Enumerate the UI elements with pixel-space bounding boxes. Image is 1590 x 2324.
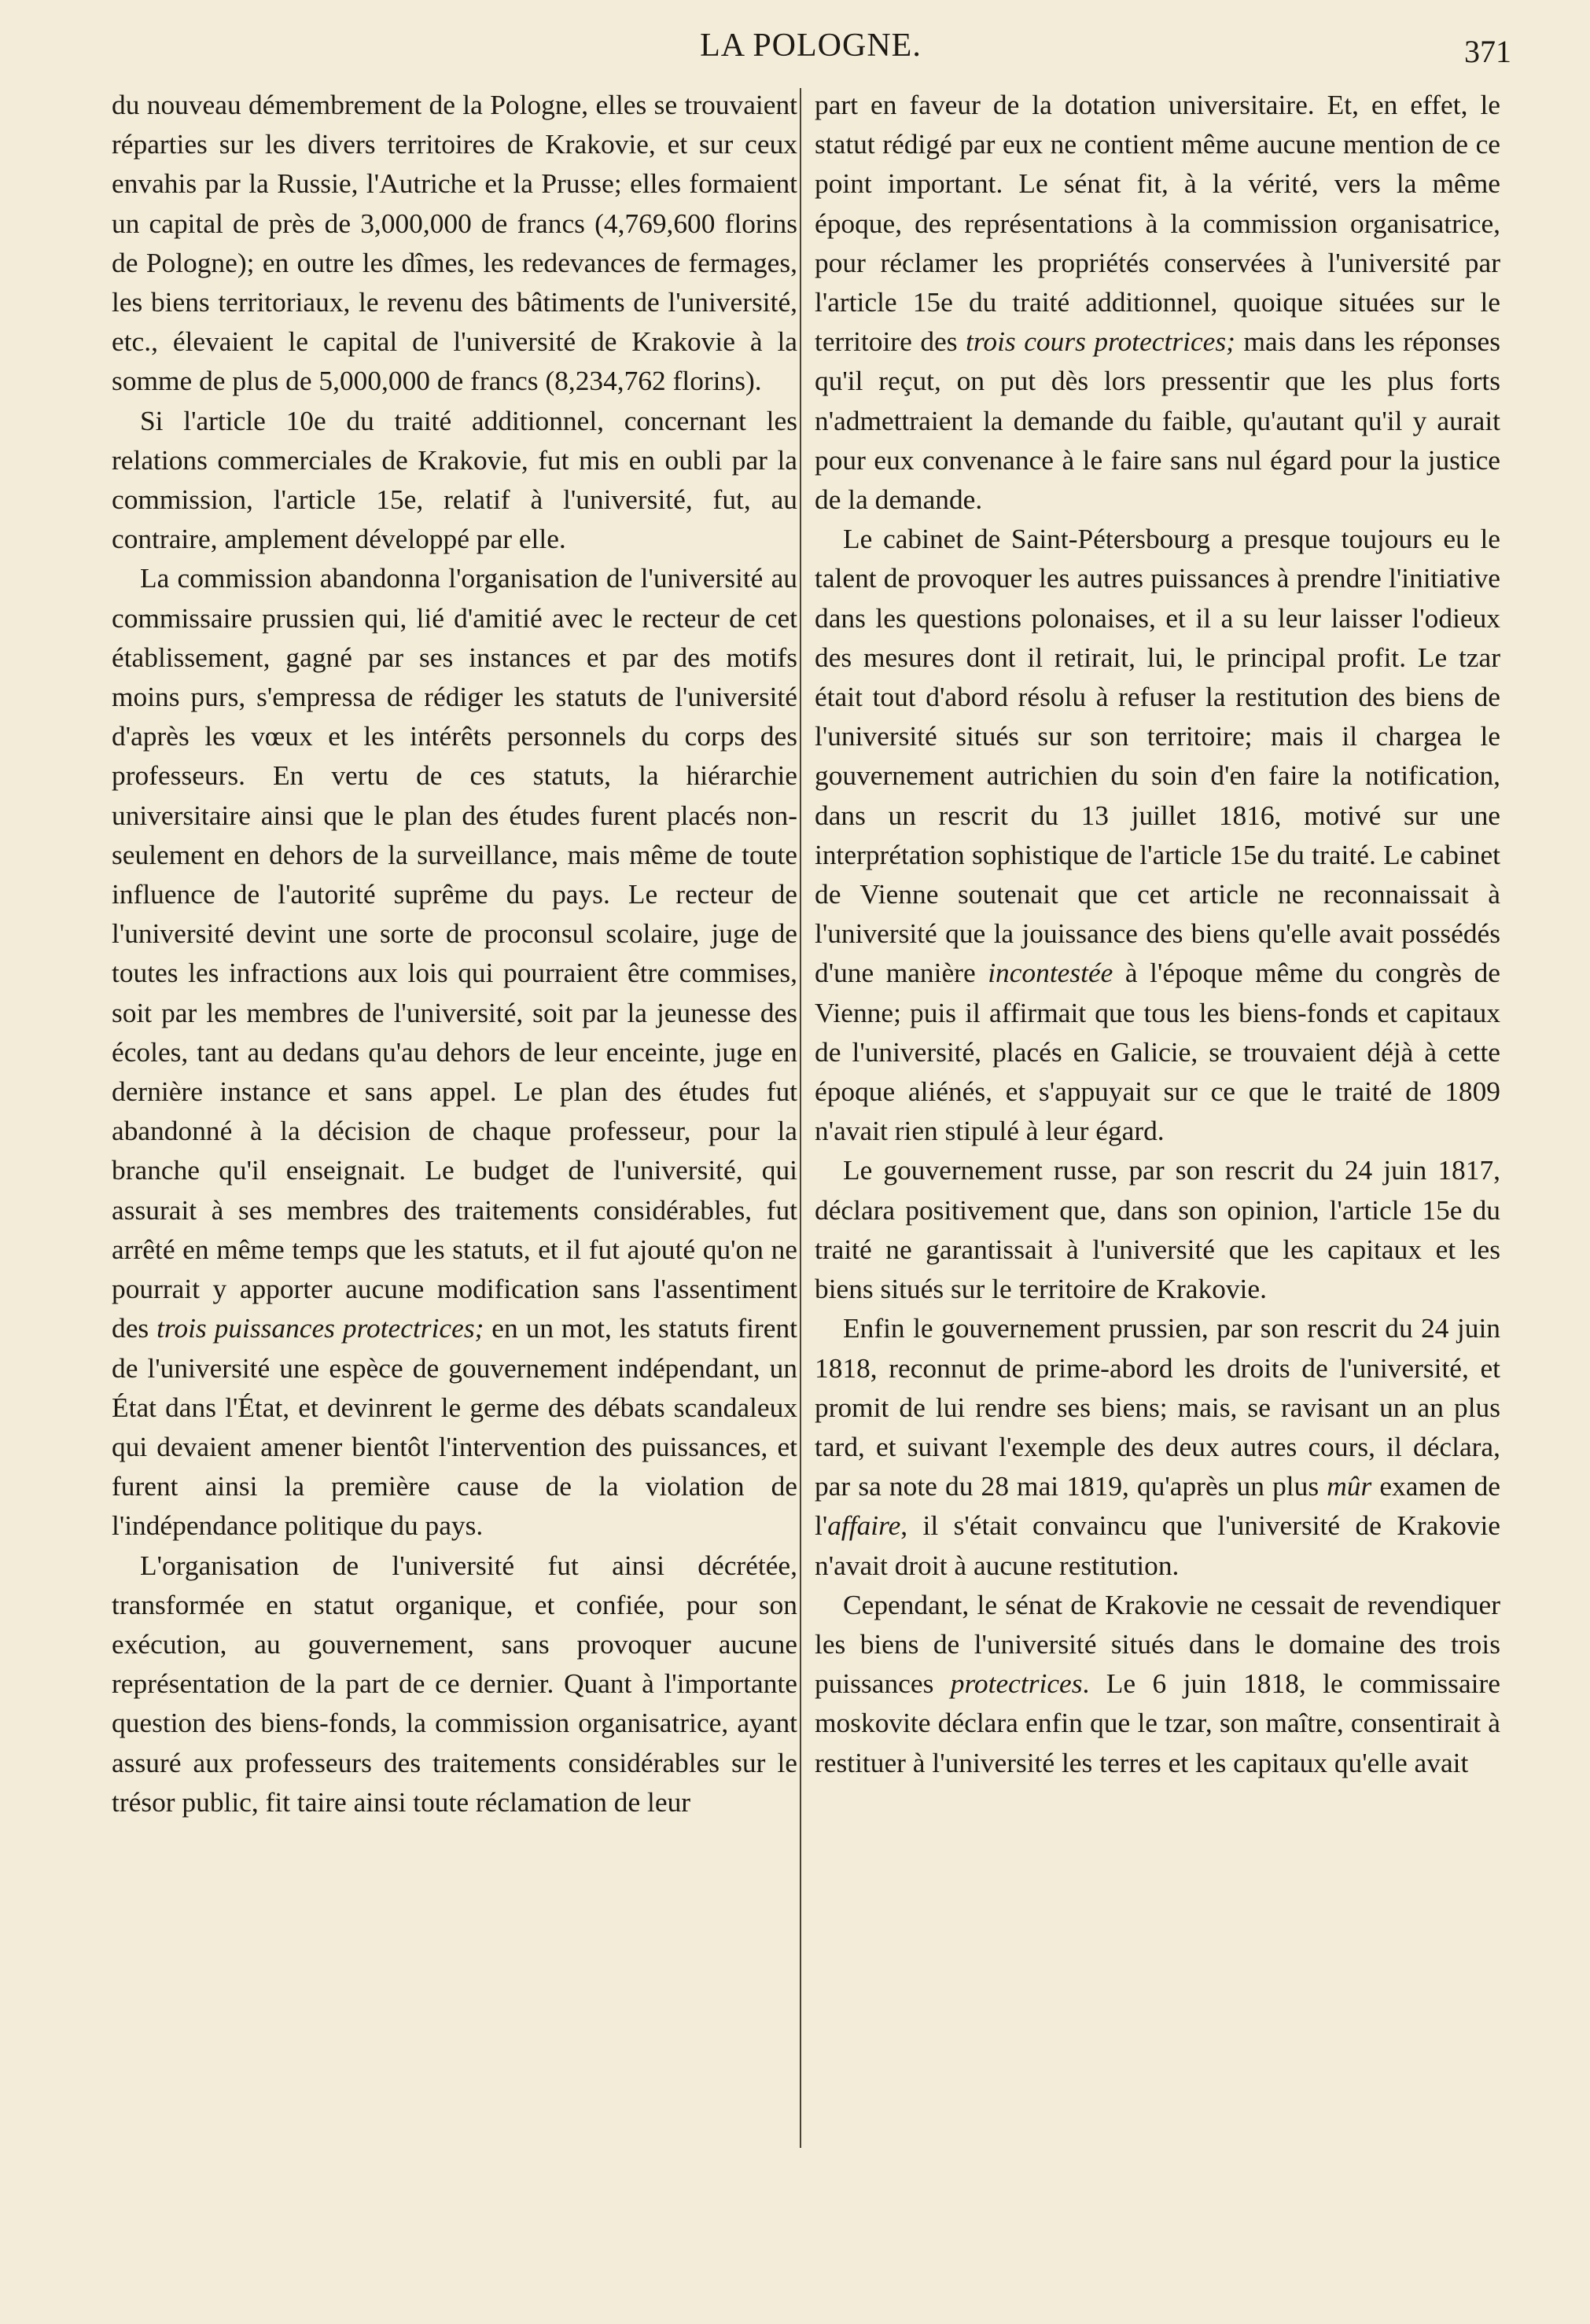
text-run: , il s'était convaincu que l'université de Krakovie n'avait droit à aucune restitution. bbox=[815, 1509, 1500, 1581]
text-run: L'organisation de l'université fut ainsi décrétée, transformée en statut organique, et confiée, pour son exécution, au gouvernement, sans provoquer aucune représentation de la part de ce dernier. Quant à l'importante question des biens-fonds, la commission organisatrice, ayant assuré aux professeurs des traitements considérables sur le trésor public, fit taire ainsi toute réclamation de leur bbox=[112, 1549, 797, 1818]
paragraph bbox=[815, 519, 1500, 1150]
paragraph bbox=[112, 558, 797, 1545]
left-column bbox=[112, 85, 797, 1822]
paragraph bbox=[815, 85, 1500, 519]
italic-text: incontestée bbox=[988, 957, 1113, 989]
italic-text: trois cours protectrices; bbox=[966, 325, 1235, 358]
paragraph bbox=[815, 1150, 1500, 1308]
text-run: Enfin le gouvernement prussien, par son rescrit du 24 juin 1818, reconnut de prime-abord les droits de l'université, et promit de lui rendre ses biens; mais, se ravisant un an plus tard, et suivant l'exemple des deux autres cours, il déclara, par sa note du 28 mai 1819, qu'après un plus bbox=[815, 1312, 1500, 1502]
paragraph bbox=[112, 1546, 797, 1822]
text-run: examen de l' bbox=[815, 1470, 1500, 1542]
right-column bbox=[815, 85, 1500, 1782]
paragraph bbox=[815, 1585, 1500, 1782]
paragraph bbox=[815, 1308, 1500, 1584]
page-header bbox=[110, 22, 1511, 77]
paragraph bbox=[112, 85, 797, 401]
italic-text: protectrices bbox=[950, 1668, 1083, 1700]
text-run: La commission abandonna l'organisation de l'université au commissaire prussien qui, lié d'amitié avec le recteur de cet établissement, gagné par ses instances et par des motifs moins purs, s'empressa de rédiger les statuts de l'université d'après les vœux et les intérêts personnels du corps des professeurs. En vertu de ces statuts, la hiérarchie universitaire ainsi que le plan des études furent placés non-seulement en dehors de la surveillance, mais même de toute influence de l'autorité suprême du pays. Le recteur de l'université devint une sorte de proconsul scolaire, juge de toutes les infractions aux lois qui pourraient être commises, soit par les membres de l'université, soit par la jeunesse des écoles, tant au dedans qu'au dehors de leur enceinte, juge en dernière instance et sans appel. Le plan des études fut abandonné à la décision de chaque professeur, pour la branche qu'il enseignait. Le budget de l'université, qui assurait à ses membres des traitements considérables, fut arrêté en même temps que les statuts, et il fut ajouté qu'on ne pourrait y apporter aucune modification sans l'assentiment des bbox=[112, 562, 797, 1344]
text-run: du nouveau démembrement de la Pologne, elles se trouvaient réparties sur les divers territoires de Krakovie, et sur ceux envahis par la Russie, l'Autriche et la Prusse; elles formaient un capital de près de 3,000,000 de francs (4,769,600 florins de Pologne); en outre les dîmes, les redevances de fermages, les biens territoriaux, le revenu des bâtiments de l'université, etc., élevaient le capital de l'université de Krakovie à la somme de plus de 5,000,000 de francs (8,234,762 florins). bbox=[112, 89, 797, 397]
text-run: mais dans les réponses qu'il reçut, on put dès lors pressentir que les plus forts n'admettraient la demande du faible, qu'autant qu'il y aurait pour eux convenance à le faire sans nul égard pour la justice de la demande. bbox=[815, 325, 1500, 516]
page-number: 371 bbox=[1464, 34, 1511, 69]
text-run: Si l'article 10e du traité additionnel, concernant les relations commerciales de Krakovie, fut mis en oubli par la commission, l'article 15e, relatif à l'université, fut, au contraire, amplement développé par elle. bbox=[112, 404, 797, 555]
text-run: Le gouvernement russe, par son rescrit du 24 juin 1817, déclara positivement que, dans son opinion, l'article 15e du traité ne garantissait à l'université que les capitaux et les biens situés sur le territoire de Krakovie. bbox=[815, 1154, 1500, 1305]
text-run: Le cabinet de Saint-Pétersbourg a presque toujours eu le talent de provoquer les autres puissances à prendre l'initiative dans les questions polonaises, et il a su leur laisser l'odieux des mesures dont il retirait, lui, le principal profit. Le tzar était tout d'abord résolu à refuser la restitution des biens de l'université situés sur son territoire; mais il chargea le gouvernement autrichien du soin d'en faire la notification, dans un rescrit du 13 juillet 1816, motivé sur une interprétation sophistique de l'article 15e du traité. Le cabinet de Vienne soutenait que cet article ne reconnaissait à l'université que la jouissance des biens qu'elle avait possédés d'une manière bbox=[815, 523, 1500, 989]
italic-text: trois puissances protectrices; bbox=[156, 1312, 484, 1344]
italic-text: affaire bbox=[827, 1509, 901, 1542]
text-run: en un mot, les statuts firent de l'université une espèce de gouvernement indépendant, un État dans l'État, et devinrent le germe des débats scandaleux qui devaient amener bientôt l'intervention des puissances, et furent ainsi la première cause de la violation de l'indépendance politique du pays. bbox=[112, 1312, 797, 1542]
italic-text: mûr bbox=[1327, 1470, 1372, 1502]
text-run: . Le 6 juin 1818, le commissaire moskovite déclara enfin que le tzar, son maître, consentirait à restituer à l'université les terres et les capitaux qu'elle avait bbox=[815, 1668, 1500, 1778]
running-title: LA POLOGNE. bbox=[700, 28, 922, 64]
text-run: Cependant, le sénat de Krakovie ne cessait de revendiquer les biens de l'université situés dans le domaine des trois puissances bbox=[815, 1588, 1500, 1700]
text-run: part en faveur de la dotation universitaire. Et, en effet, le statut rédigé par eux ne contient même aucune mention de ce point important. Le sénat fit, à la vérité, vers la même époque, des représentations à la commission organisatrice, pour réclamer les propriétés conservées à l'université par l'article 15e du traité additionnel, quoique situées sur le territoire des bbox=[815, 89, 1500, 358]
text-run: à l'époque même du congrès de Vienne; puis il affirmait que tous les biens-fonds et capitaux de l'université, placés en Galicie, se trouvaient déjà à cette époque aliénés, et s'appuyait sur ce que le traité de 1809 n'avait rien stipulé à leur égard. bbox=[815, 957, 1500, 1147]
paragraph bbox=[112, 401, 797, 559]
column-divider bbox=[800, 88, 801, 2148]
